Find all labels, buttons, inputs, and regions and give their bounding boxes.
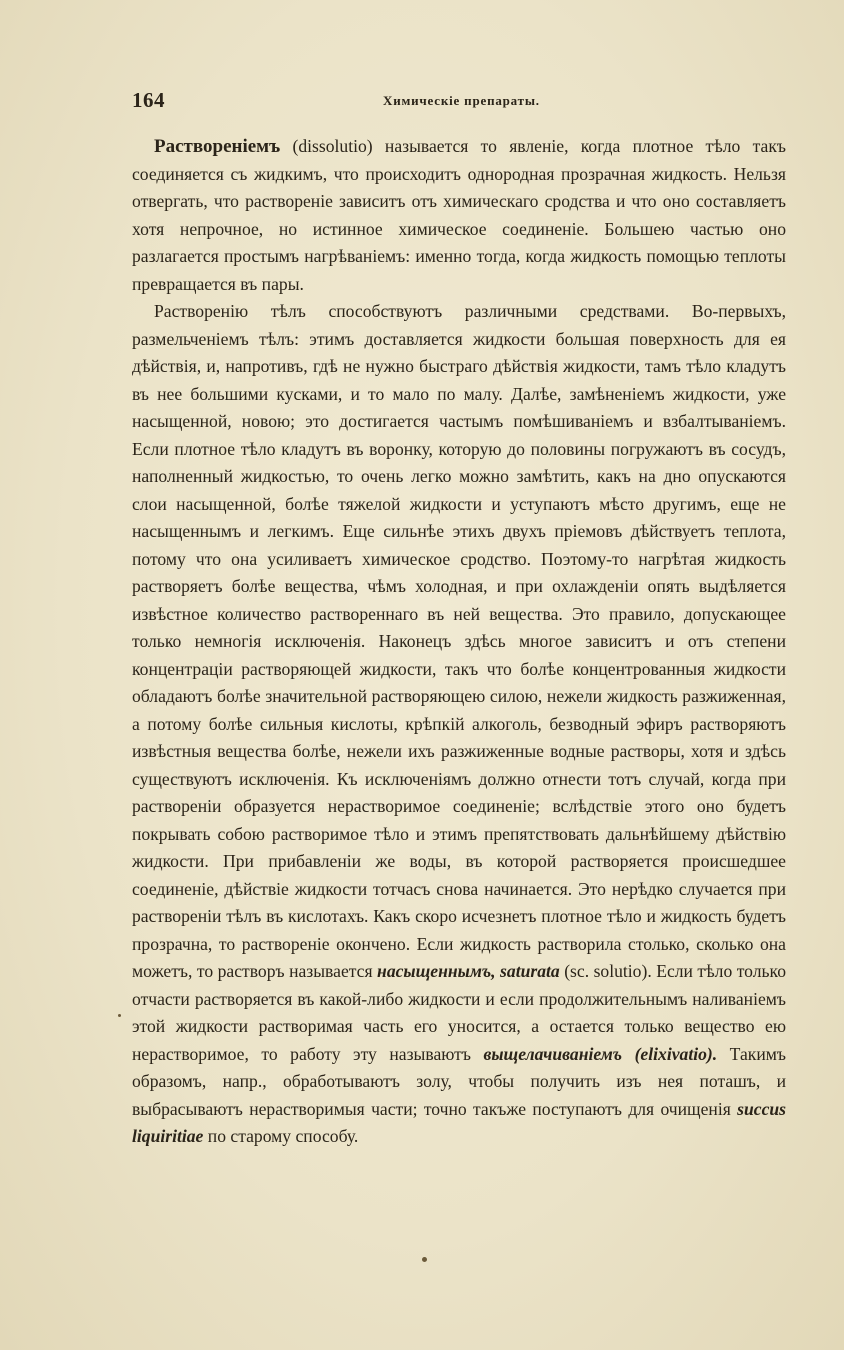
paragraph-2-part-3: Такимъ образомъ, напр., обработываютъ золу, чтобы получить изъ нея поташъ, и выбрасываютъ нерастворимыя части; точно такъже поступаютъ для очищенія: [132, 1043, 786, 1119]
body-text: [132, 133, 786, 1151]
page-header: [132, 88, 722, 114]
paragraph-methods: [132, 298, 786, 1151]
page-number: 164: [132, 88, 165, 112]
term-succus-liquiritiae: succus liquiritiae: [132, 1098, 787, 1146]
page-ink-dot: [422, 1257, 427, 1262]
paragraph-2-part-1: Растворенію тѣлъ способствуютъ различными средствами. Во-первыхъ, размельченіемъ тѣлъ: этимъ доставляется жидкости большая поверхность для ея дѣйствія, и, напротивъ, гдѣ не нужно быстраго дѣйствія жидкости, тамъ тѣло кладутъ въ нее большими кусками, и то мало по малу. Далѣе, замѣненіемъ жидкости, уже насыщенной, новою; это достигается частымъ помѣшиваніемъ и взбалтываніемъ. Если плотное тѣло кладутъ въ воронку, которую до половины погружаютъ въ сосудъ, наполненный жидкостью, то очень легко можно замѣтить, какъ на дно опускаются слои насыщенной, болѣе тяжелой жидкости и уступаютъ мѣсто другимъ, еще не насыщеннымъ и легкимъ. Еще сильнѣе этихъ двухъ пріемовъ дѣйствуетъ теплота, потому что она усиливаетъ химическое сродство. Поэтому-то нагрѣтая жидкость растворяетъ болѣе вещества, чѣмъ холодная, и при охлажденіи опять выдѣляется извѣстное количество раствореннаго въ ней вещества. Это правило, допускающее только немногія исключенія. Наконецъ здѣсь многое зависитъ и отъ степени концентраціи растворяющей жидкости, такъ что болѣе концентрованныя жидкости обладаютъ болѣе значительной растворяющею силою, нежели жидкость разжиженная, а потому болѣе сильныя кислоты, крѣпкій алкоголь, безводный эфиръ растворяютъ извѣстныя вещества болѣе, нежели ихъ разжиженные водные растворы, хотя и здѣсь существуютъ исключенія. Къ исключеніямъ должно отнести тотъ случай, когда при раствореніи образуется нерастворимое соединеніе; вслѣдствіе этого оно будетъ покрывать собою растворимое тѣло и этимъ препятствовать дальнѣйшему дѣйствію жидкости. При прибавленіи же воды, въ которой растворяется происшедшее соединеніе, дѣйствіе жидкости тотчасъ снова начинается. Это нерѣдко случается при раствореніи тѣлъ въ кислотахъ. Какъ скоро исчезнетъ плотное тѣло и жидкость будетъ прозрачна, то раствореніе окончено. Если жидкость растворила столько, сколько она можетъ, то растворъ называется: [132, 301, 786, 981]
paragraph-2-part-2: (sc. solutio). Если тѣло только отчасти растворяется въ какой-либо жидкости и если продолжительнымъ наливаніемъ этой жидкости растворимая часть его уносится, а остается только вещество ею нерастворимое, то работу эту называютъ: [132, 961, 786, 1064]
term-dissolution: Раствореніемъ: [154, 136, 281, 157]
margin-mark: [118, 1014, 121, 1017]
latin-dissolutio: (dissolutio): [292, 136, 373, 156]
running-title: Химическіе препараты.: [383, 93, 540, 108]
paragraph-1-text: называется то явленіе, когда плотное тѣло такъ соединяется съ жидкимъ, что происходитъ однородная прозрачная жидкость. Нельзя отвергать, что раствореніе зависитъ отъ химическаго сродства и что оно составляетъ хотя непрочное, но истинное химическое соединеніе. Большею частью оно разлагается простымъ нагрѣваніемъ: именно тогда, когда жидкость помощью теплоты превращается въ пары.: [132, 136, 786, 294]
term-lixiviation-la: (elixivatio).: [634, 1043, 718, 1064]
term-saturated-ru: насыщеннымъ,: [377, 961, 496, 981]
paragraph-2-part-4: по старому способу.: [207, 1126, 359, 1146]
paragraph-dissolution: [132, 133, 786, 298]
term-saturated-la: saturata: [500, 961, 560, 981]
term-lixiviation-ru: выщелачиваніемъ: [483, 1043, 623, 1064]
